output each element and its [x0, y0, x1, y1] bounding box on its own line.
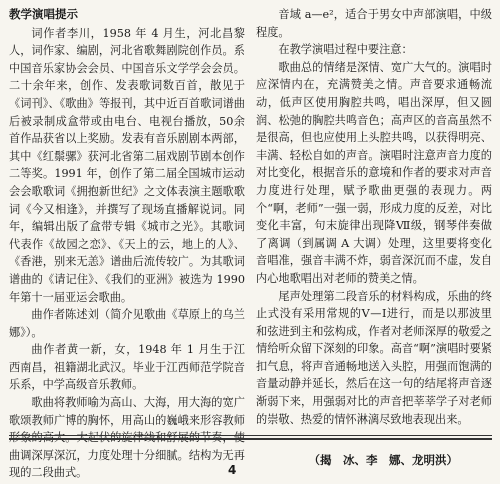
performance-guidance-paragraph: 歌曲总的情绪是深情、宽广大气的。演唱时应深情内在，充满赞美之情。声音要求通畅流动，低声区使用胸腔共鸣，唱出深厚，但又圆润、松弛的胸腔共鸣音色；高声区的音高虽然不是很高，但也应使用上头腔共鸣，以获得明亮、丰满、轻松自如的声音。演唱时注意声音力度的对比变化，根据音乐的意境和作者的要求对声音力度进行处理，赋予歌曲更强的表现力。两个“啊，老师”一强一弱，形成力度的反差，对比变化丰富，句末旋律出现降Ⅶ级，钢琴伴奏做了离调（到属调 A 大调）处理，这里要将变化音唱准，强音丰满不炸，弱音深沉而不虚，发自内心地歌唱出对老师的赞美之情。 — [256, 60, 492, 285]
right-column — [256, 6, 492, 428]
song-description-paragraph: 歌曲将教师喻为高山、大海，用大海的宽广歌颂教师广博的胸怀，用高山的巍峨来形容教师形象的高大。大起伏的旋律线和舒展的节奏，使曲调深厚深沉，力度处理十分细腻。结构为无再现的二段曲式。 — [9, 396, 245, 480]
lyricist-bio-paragraph: 词作者李川，1958 年 4 月生，河北昌黎人，词作家、编剧，河北省歌舞剧院创作员。系中国音乐家协会会员、中国音乐文学学会会员。二十余年来，创作、发表歌词数百首，散见于《词刊》、《歌曲》等报刊，其中近百首歌词谱曲后被录制成盒带或由电台、电视台播放，50余首作品获省以上奖励。发表有音乐剧剧本两部，其中《红鬃骡》获河北省第二届戏剧节剧本创作二等奖。1991 年，创作了第二届全国城市运动会会歌歌词《拥抱新世纪》之文体表演主题歌歌词《今又相逢》，并撰写了现场直播解说词。同年，编辑出版了盒带专辑《城市之光》。其歌词代表作《故园之恋》、《天上的云，地上的人》、《香港，别来无恙》谱曲后流传较广。为其歌词谱曲的《请记住》、《我们的亚洲》被选为 1990 年第十一届亚运会歌曲。 — [9, 26, 245, 304]
attention-intro-paragraph: 在教学演唱过程中要注意： — [278, 43, 413, 57]
vocal-range-paragraph: 音域 a—e²，适合于男女中声部演唱，中级程度。 — [256, 8, 492, 39]
composer-bio-paragraph: 曲作者黄一新，女，1948 年 1 月生于江西南昌，祖籍湖北武汉。毕业于江西师范学院音乐系，中学高级音乐教师。 — [9, 343, 245, 392]
page-number: 4 — [228, 463, 237, 477]
author-credit: （揭 冰、李 娜、龙明洪） — [308, 453, 458, 467]
bottom-rule — [9, 435, 492, 436]
section-heading: 教学演唱提示 — [9, 7, 78, 21]
bottom-rule-thick — [9, 438, 492, 440]
composer-note-paragraph: 曲作者陈述刘（简介见歌曲《草原上的乌兰娜》）。 — [9, 308, 245, 339]
left-column — [9, 6, 245, 482]
ending-guidance-paragraph: 尾声处理第二段音乐的材料构成，乐曲的终止式没有采用常规的Ⅴ—Ⅰ进行，而是以那波里和弦进到主和弦构成，作者对老师深厚的敬爱之情给听众留下深刻的印象。高音“啊”演唱时要紧扣气息，将声音通畅地送入头腔，用强而饱满的音量动静并延长，然后在这一句的结尾将声音逐渐弱下来，用强弱对比的声音把莘莘学子对老师的崇敬、热爱的情怀淋漓尽致地表现出来。 — [256, 289, 492, 426]
